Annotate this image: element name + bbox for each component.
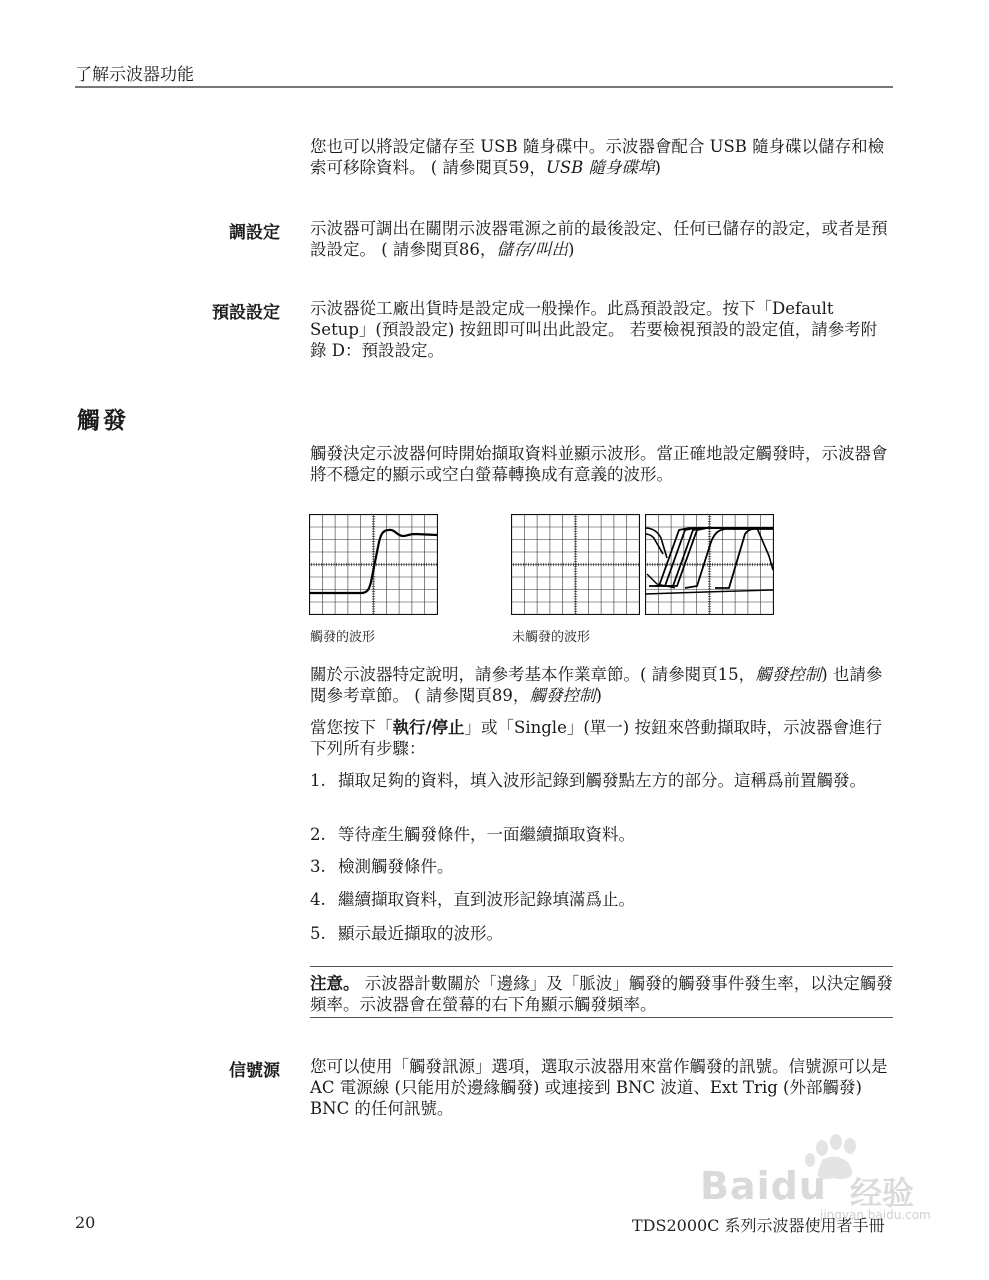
usb-paragraph: 您也可以將設定儲存至 USB 隨身碟中。示波器會配合 USB 隨身碟以儲存和檢索可移除資料。 ( 請參閱頁59，USB 隨身碟埠) (310, 137, 885, 177)
trigger-note: 注意。 示波器計數關於「邊緣」及「脈波」觸發的觸發事件發生率，以決定觸發頻率。示波器會在螢幕的右下角顯示觸發頻率。 (310, 974, 893, 1014)
acquisition-paragraph: 當您按下「執行/停止」或「Single」(單一) 按鈕來啓動擷取時，示波器會進行下列所有步驟： (310, 718, 882, 758)
trigger-intro-paragraph: 觸發決定示波器何時開始擷取資料並顯示波形。當正確地設定觸發時，示波器會將不穩定的顯示或空白螢幕轉換成有意義的波形。 (310, 444, 888, 484)
note-rule-top (310, 966, 893, 967)
triggered-waveform-figure (309, 514, 438, 615)
watermark-tagline: 经验 (850, 1174, 915, 1212)
run-stop-button-name: 執行/停止 (392, 718, 465, 737)
recall-setup-link[interactable]: 儲存/叫出 (496, 240, 568, 259)
page-number: 20 (75, 1213, 96, 1232)
default-setup-paragraph: 示波器從工廠出貨時是設定成一般操作。此爲預設設定。按下「Default Setup」(預設設定) 按鈕即可叫出此設定。 若要檢視預設的設定值，請參考附錄 D：預設設定。 (310, 299, 878, 360)
baidu-watermark-logo (700, 1130, 931, 1222)
usb-paragraph-text: 您也可以將設定儲存至 USB 隨身碟中。示波器會配合 USB 隨身碟以儲存和檢索可移除資料。 ( 請參閱頁59， (310, 137, 885, 177)
usb-paragraph-link[interactable]: USB 隨身碟埠 (545, 158, 655, 177)
manual-title: TDS2000C 系列示波器使用者手冊 (632, 1216, 885, 1235)
trigger-controls-link-1[interactable]: 觸發控制 (755, 665, 822, 684)
trigger-reference-paragraph: 關於示波器特定說明，請參考基本作業章節。( 請參閱頁15，觸發控制) 也請參閱參考章節。 ( 請參閱頁89，觸發控制) (310, 665, 883, 705)
source-label: 信號源 (229, 1061, 280, 1081)
watermark-url: jingyan.baidu.com (820, 1208, 931, 1222)
recall-setup-paragraph: 示波器可調出在關閉示波器電源之前的最後設定、任何已儲存的設定，或者是預設設定。 ( 請參閱頁86，儲存/叫出) (310, 219, 888, 259)
untriggered-waveform-figure-left (511, 514, 640, 615)
untriggered-waveform-figure-right (645, 514, 774, 615)
note-label: 注意。 (310, 974, 360, 993)
note-rule-bottom (310, 1017, 893, 1018)
source-paragraph: 您可以使用「觸發訊源」選項，選取示波器用來當作觸發的訊號。信號源可以是 AC 電源線 (只能用於邊緣觸發) 或連接到 BNC 波道、Ext Trig (外部觸發) BNC 的任何訊號。 (310, 1057, 888, 1118)
trigger-controls-link-2[interactable]: 觸發控制 (529, 686, 596, 705)
triggered-waveform-caption: 觸發的波形 (310, 630, 376, 645)
trigger-section-title: 觸發 (77, 408, 129, 434)
watermark-brand: Baidu (700, 1164, 827, 1208)
recall-setup-label: 調設定 (229, 223, 280, 243)
untriggered-waveform-caption: 未觸發的波形 (512, 630, 591, 645)
running-header: 了解示波器功能 (75, 65, 194, 85)
default-setup-label: 預設設定 (212, 303, 280, 323)
header-rule (75, 86, 893, 88)
